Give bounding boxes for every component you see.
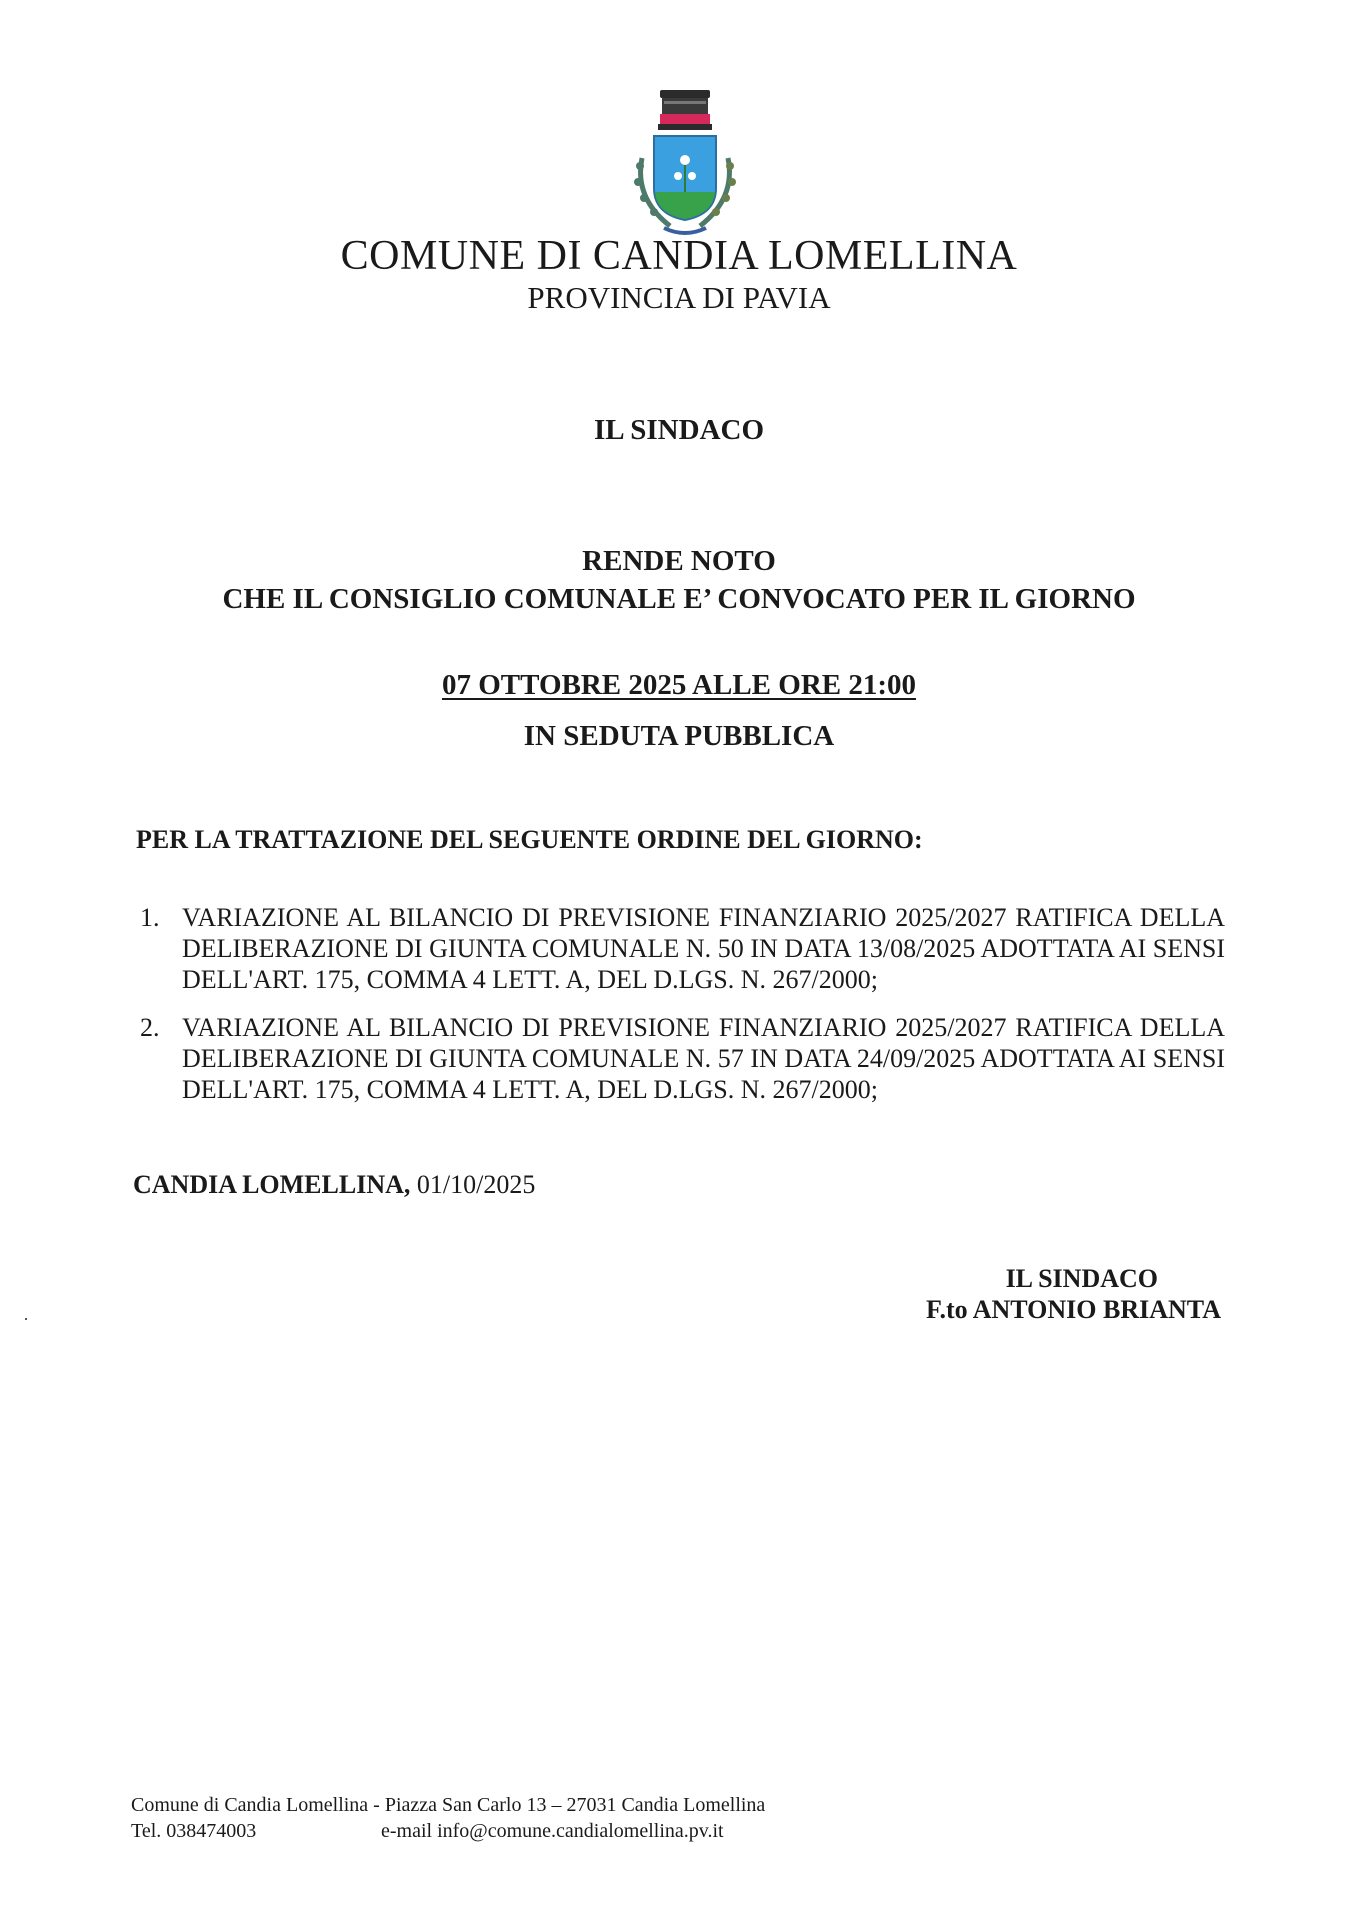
signature-title: IL SINDACO xyxy=(1005,1264,1158,1293)
footer-phone: Tel. 038474003 xyxy=(131,1820,257,1842)
scan-speck xyxy=(25,1318,27,1320)
footer-contact-row xyxy=(131,1818,765,1844)
municipality-title: COMUNE DI CANDIA LOMELLINA xyxy=(340,233,1018,279)
session-type: IN SEDUTA PUBBLICA xyxy=(523,720,835,752)
convocation-line: CHE IL CONSIGLIO COMUNALE E’ CONVOCATO PER IL GIORNO xyxy=(222,583,1136,615)
agenda-item-number: 2. xyxy=(140,1013,160,1042)
agenda-item-number: 1. xyxy=(140,903,160,932)
meeting-date-line xyxy=(0,669,1358,702)
province-subtitle: PROVINCIA DI PAVIA xyxy=(527,280,831,315)
footer xyxy=(131,1792,765,1844)
agenda-intro: PER LA TRATTAZIONE DEL SEGUENTE ORDINE DEL GIORNO: xyxy=(136,825,923,854)
coat-of-arms-icon xyxy=(620,88,750,238)
agenda-item xyxy=(140,1012,1225,1105)
footer-address: Comune di Candia Lomellina - Piazza San Carlo 13 – 27031 Candia Lomellina xyxy=(131,1794,766,1816)
signature-block xyxy=(821,1263,1221,1325)
agenda-item-text: VARIAZIONE AL BILANCIO DI PREVISIONE FINANZIARIO 2025/2027 RATIFICA DELLA DELIBERAZIONE DI GIUNTA COMUNALE N. 57 IN DATA 24/09/2025 ADOTTATA AI SENSI DELL'ART. 175, COMMA 4 LETT. A, DEL D.LGS. N. 267/2000; xyxy=(182,1013,1225,1104)
place-date-line xyxy=(133,1170,535,1200)
place-name: CANDIA LOMELLINA, xyxy=(133,1170,411,1199)
agenda-item xyxy=(140,902,1225,995)
agenda-item-text: VARIAZIONE AL BILANCIO DI PREVISIONE FINANZIARIO 2025/2027 RATIFICA DELLA DELIBERAZIONE DI GIUNTA COMUNALE N. 50 IN DATA 13/08/2025 ADOTTATA AI SENSI DELL'ART. 175, COMMA 4 LETT. A, DEL D.LGS. N. 267/2000; xyxy=(182,903,1225,994)
document-date: 01/10/2025 xyxy=(416,1170,536,1199)
signature-name: F.to ANTONIO BRIANTA xyxy=(926,1295,1221,1324)
meeting-date-time: 07 OTTOBRE 2025 ALLE ORE 21:00 xyxy=(441,669,917,701)
issuer-heading: IL SINDACO xyxy=(593,414,765,446)
footer-email: e-mail info@comune.candialomellina.pv.it xyxy=(381,1820,724,1842)
announcement-heading: RENDE NOTO xyxy=(582,545,776,577)
